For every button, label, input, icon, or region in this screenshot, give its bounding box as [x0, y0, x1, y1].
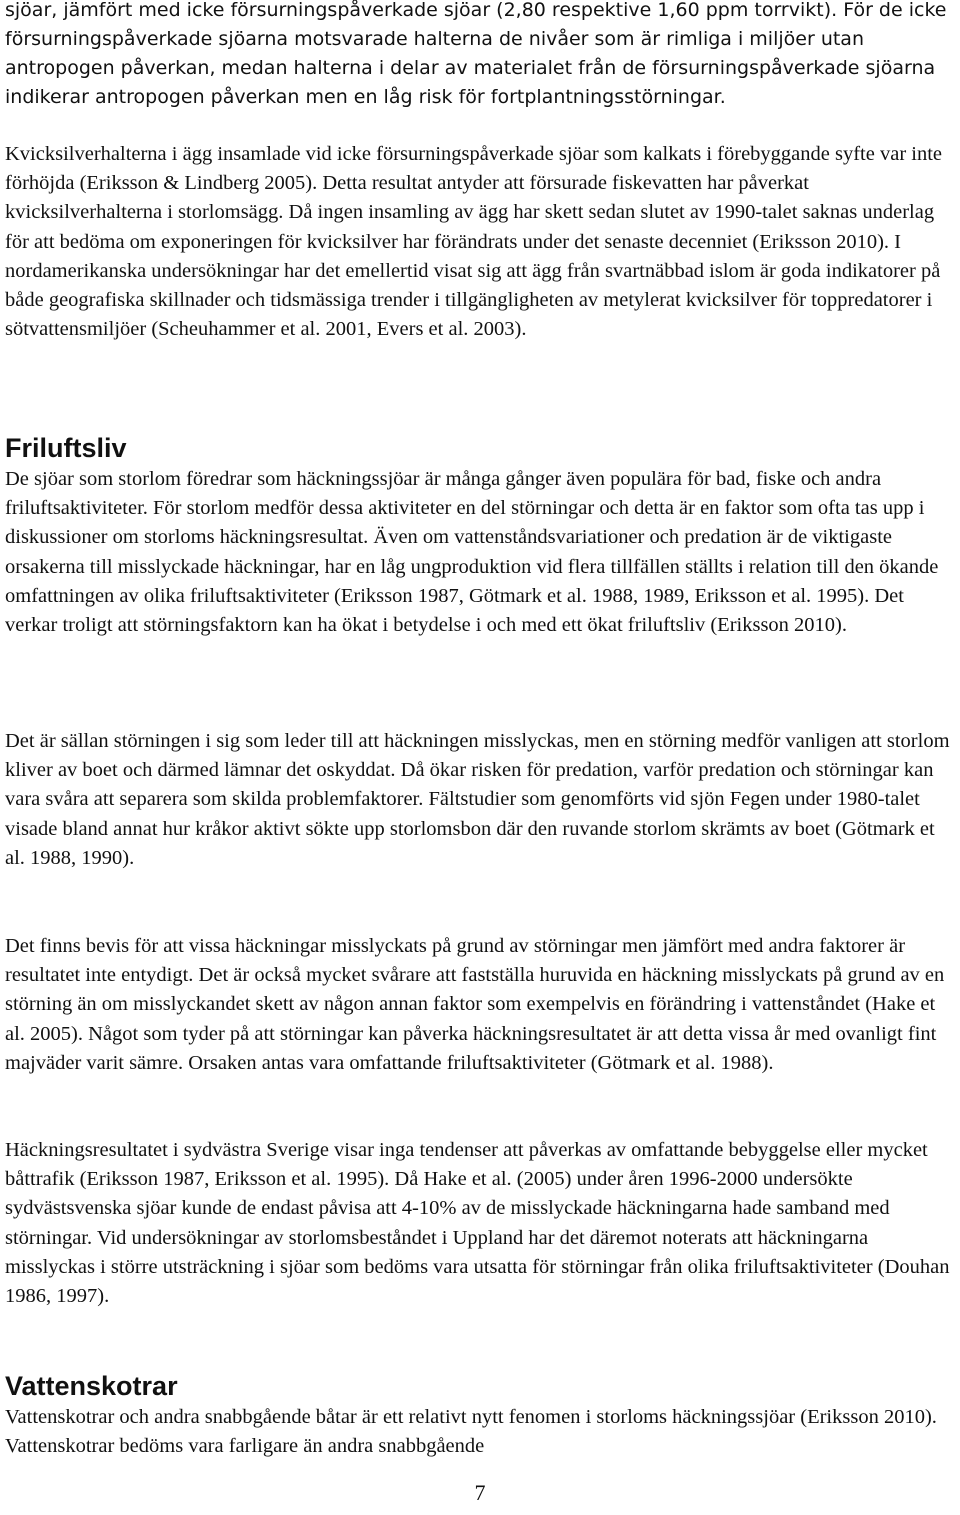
section-heading-vattenskotrar: Vattenskotrar [5, 1371, 178, 1401]
intro-paragraph: sjöar, jämfört med icke försurningspåverkade sjöar (2,80 respektive 1,60 ppm torrvikt). För de icke försurningspåverkade sjöarna motsvarade halterna de nivåer som är rimliga i miljöer utan antropogen påverkan, medan halterna i delar av materialet från de försurningspåverkade sjöarna indikerar antropogen påverkan men en låg risk för fortplantningsstörningar. [5, 0, 947, 108]
section-heading-friluftsliv: Friluftsliv [5, 433, 127, 463]
vattenskotrar-paragraph: Vattenskotrar och andra snabbgående båtar är ett relativt nytt fenomen i storloms häckningssjöar (Eriksson 2010). Vattenskotrar bedöms vara farligare än andra snabbgående [5, 1406, 937, 1458]
friluftsliv-paragraph-2: Det är sällan störningen i sig som leder till att häckningen misslyckas, men en störning medför vanligen att storlom kliver av boet och därmed lämnar det oskyddat. Då ökar risken för predation, varför predation och störningar kan vara svåra att separera som skilda problemfaktorer. Fältstudier som genomförts vid sjön Fegen under 1980-talet visade bland annat hur kråkor aktivt sökte upp storlomsbon där den ruvande storlom skrämts av boet (Götmark et al. 1988, 1990). [5, 730, 950, 869]
friluftsliv-paragraph-3: Det finns bevis för att vissa häckningar misslyckats på grund av störningar men jämfört med andra faktorer är resultatet inte entydigt. Det är också mycket svårare att fastställa huruvida en häckning misslyckats på grund av en störning än om misslyckandet skett av någon annan faktor som exempelvis en förändring i vattenståndet (Hake et al. 2005). Något som tyder på att störningar kan påverka häckningsresultatet är att detta vissa år med ovanligt fint majväder varit sämre. Orsaken antas vara omfattande friluftsaktiviteter (Götmark et al. 1988). [5, 935, 945, 1074]
friluftsliv-paragraph-4: Häckningsresultatet i sydvästra Sverige visar inga tendenser att påverkas av omfattande bebyggelse eller mycket båttrafik (Eriksson 1987, Eriksson et al. 1995). Då Hake et al. (2005) under åren 1996-2000 undersökte sydvästsvenska sjöar kunde de endast påvisa att 4-10% av de misslyckade häckningarna hade samband med störningar. Vid undersökningar av storlomsbeståndet i Uppland har det däremot noterats att häckningarna misslyckas i större utsträckning i sjöar som bedöms vara utsatta för störningar från olika friluftsaktiviteter (Douhan 1986, 1997). [5, 1139, 950, 1308]
friluftsliv-paragraph-1: De sjöar som storlom föredrar som häckningssjöar är många gånger även populära för bad, fiske och andra friluftsaktiviteter. För storlom medför dessa aktiviteter en del störningar och detta är en faktor som ofta tas upp i diskussioner om storloms häckningsresultat. Även om vattenståndsvariationer och predation är de viktigaste orsakerna till misslyckade häckningar, har en låg ungproduktion vid flera tillfällen ställts i relation till den ökande omfattningen av olika friluftsaktiviteter (Eriksson 1987, Götmark et al. 1988, 1989, Eriksson et al. 1995). Det verkar troligt att störningsfaktorn kan ha ökat i betydelse i och med ett ökat friluftsliv (Eriksson 2010). [5, 468, 939, 637]
mercury-paragraph: Kvicksilverhalterna i ägg insamlade vid icke försurningspåverkade sjöar som kalkats i förebyggande syfte var inte förhöjda (Eriksson & Lindberg 2005). Detta resultat antyder att försurade fiskevatten har påverkat kvicksilverhalterna i storlomsägg. Då ingen insamling av ägg har skett sedan slutet av 1990-talet saknas underlag för att bedöma om exponeringen för kvicksilver har förändrats under det senaste decenniet (Eriksson 2010). I nordamerikanska undersökningar har det emellertid visat sig att ägg från svartnäbbad islom är goda indikatorer på både geografiska skillnader och tidsmässiga trender i tillgängligheten av metylerat kvicksilver för toppredatorer i sötvattensmiljöer (Scheuhammer et al. 2001, Evers et al. 2003). [5, 143, 943, 341]
page-number: 7 [474, 1480, 486, 1505]
